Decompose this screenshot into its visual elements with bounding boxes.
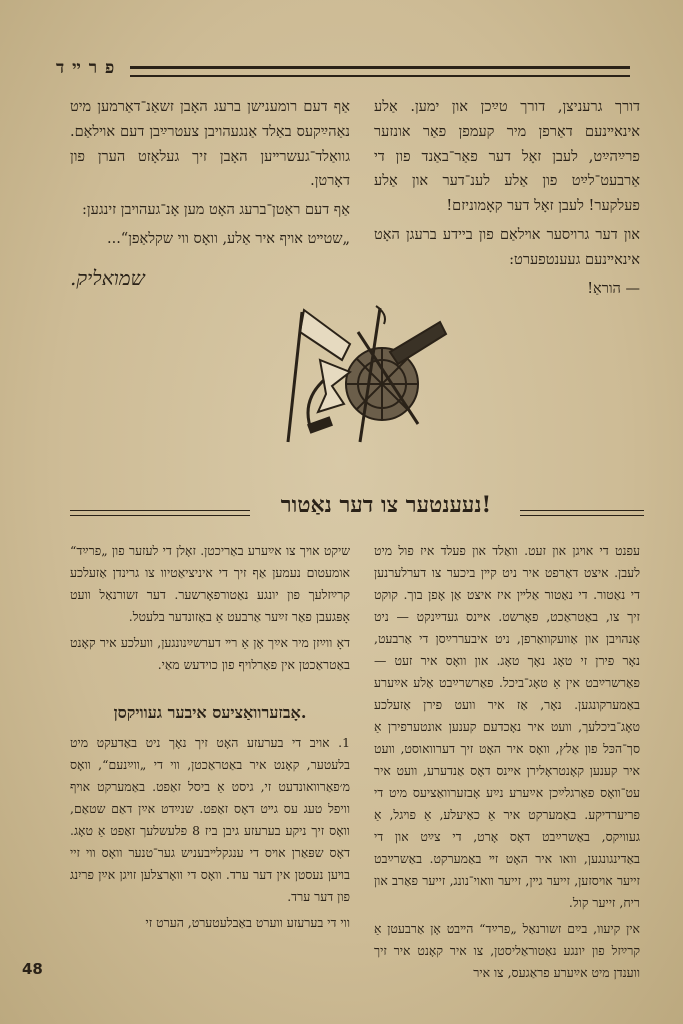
page-number: 48 bbox=[22, 960, 43, 978]
hammer-sickle-sword-flag-emblem-icon bbox=[280, 302, 450, 450]
section-title: !נעענטער צו דער נאַטור bbox=[280, 492, 492, 518]
list-item: 1. אויב די בערעזע האָט זיך נאָך ניט באַדעקט מיט בלעטער, קאָנט איר באַטראַכטן, ווי די „ווײַנעם“, וואָס מ׳פאַרוואונדעט זי, גיסט אַ ביסל זאַפט. באַמערקט אױף וויפל טעג עס גײט דאָס זאַפט. שנײַדט אײַן דאַם שטאַם, וואָס זיך ניקע בערעזע גיבן ביז 8 פלעשלעך זאַפט אַ טאָג. דאָס שפּאַרן אױס די ענגקלײבעניש גער־טנער וואָס ווי זיי בױען נעסטן אין דער ערד. וואָס די וואָרצלען זױגן אײַן פריִנג פון דער ערד. bbox=[70, 735, 350, 904]
paragraph: עפנט די אױגן און זעט. וואַלד און פעלד איז פול מיט לעבן. איצט דאַרפט איר ניט קײן ביכער צו דערלערנען די נאַטור. די נאַטור אַלײן איז איצט אַן אָפן בוך. קוקט זיך צו, באַטראַכט, פאָרשט. אײנס געדײַנקט — ניט אָנהויבן און אַוועקוואַרפן, ניט איבעררײַסן די אַרבעט, נאָר פירן זי טאָג נאָך טאָג. און וואָס איר זעט — פאַרשרײַבט אין אַ טאָג־ביכל. פאַרשרײַבט אַלע אײַערע באַמערקונגען. נאָר, אַז איר וועט פירן אַזעלכע טאָג־ביכלעך, וועט איר נאָכדעם קענען אונטערפירן אַ סך־הכּל פון אַלץ, וואָס איר האָט זיך דערוואוסט, וועט איר קענען קאָנטראָלירן אײנס דאָס אַנדערע, וועט איר עט־װאָס פאַרגלײַכן אײַערע נײַע אָבזערוואַציעס מיט די פריערדיקע. באַמערקט איר אַ כאַיעלע, אַ פױגל, אַ געוויקס, באַשרײַבט דאָס אָרט, די צײַט און די באַדינגונגען, וואו איר האָט זײ באַמערקט. באַשרײַבט זייער אויסזען, זייער גײן, זייער וואוי־נונג, זייער פאַרב און ריח, זייער קול. bbox=[374, 543, 640, 910]
paragraph: אַף דעם ראַטן־ברעג האָט מען אָנ־געהויבן זינגען: bbox=[82, 202, 350, 219]
header-rule bbox=[130, 66, 630, 77]
section-rule-left bbox=[70, 510, 250, 516]
paragraph: דורך גרעניצן, דורך טײַכן און ימען. אַלע אינאײנעם דאַרפן מיר קעמפן פאַר אונזער פרײַהײַט, לעבן זאָל דער פאַר־באַנד פון די אַרבעט־לײַט פון אַלע לענ־דער און אַלע פעלקער! לעבן זאָל דער קאָמוניזם! bbox=[374, 99, 640, 215]
paragraph: — הוראַ! bbox=[587, 280, 640, 297]
paragraph: אין קיעוו, בײַם זשורנאַל „פרײַד“ הײבט אָן אַרבעטן אַ קרײַזל פון יונגע נאַטוראַליסטן, צו איר קאָנט איר זיך ווענדן מיט אײַערע פראַגעס, צו איר bbox=[374, 921, 640, 980]
subsection-heading: .אָבזערוואַציעס איבער געוויקסן bbox=[113, 703, 307, 722]
paragraph: „שטײט אױף איר אַלע, וואָס ווי שקלאַפן“... bbox=[106, 230, 350, 247]
paragraph: אַף דעם רומענישן ברעג האָבן זשאַנ־דאַרמען מיט נאַהײַקעס באַלד אַנגעהויבן צעטרײַבן דעם אױלאַם. גוואַלד־געשרײען האָבן זיך געלאָזט הערן פון דאָרטן. bbox=[70, 99, 350, 190]
section-rule-right bbox=[520, 510, 644, 516]
paragraph: שיקט אױך צו אײַערע באַריכטן. זאָלן די לעזער פון „פרײַד“ אומעטום נעמען אַף זיך די איניציאַטיוו צו גרינדן אַזעלכע קרײַזלעך פון יונגע נאַטורפאָרשער. דער זשורנאַל וועט אָפּגעבן פאַר זײַער אַרבעט אַ באַזונדער בלעטל. bbox=[70, 543, 350, 624]
list-item: ווי די בערעזע ווערט באַבלעטערט, הערט זי bbox=[145, 915, 350, 930]
paragraph: און דער גרױסער אױלאַם פון ביידע ברעגן האָט אינאײנעם געענטפערט: bbox=[374, 226, 640, 268]
running-header-title: פ ר ײ ד bbox=[56, 58, 116, 78]
paragraph: דאָ ווײַזן מיר אײַך אָן אַ רײ דערשײַנונגען, וועלכע איר קאָנט באַטראַכטן אין פאַרלויף פון כוידעש מאַי. bbox=[70, 635, 350, 672]
top-right-column bbox=[374, 95, 640, 305]
top-left-column bbox=[70, 95, 350, 291]
bottom-right-column bbox=[374, 540, 640, 988]
bottom-left-column bbox=[70, 540, 350, 938]
author-signature: שמואליק. bbox=[70, 265, 145, 290]
